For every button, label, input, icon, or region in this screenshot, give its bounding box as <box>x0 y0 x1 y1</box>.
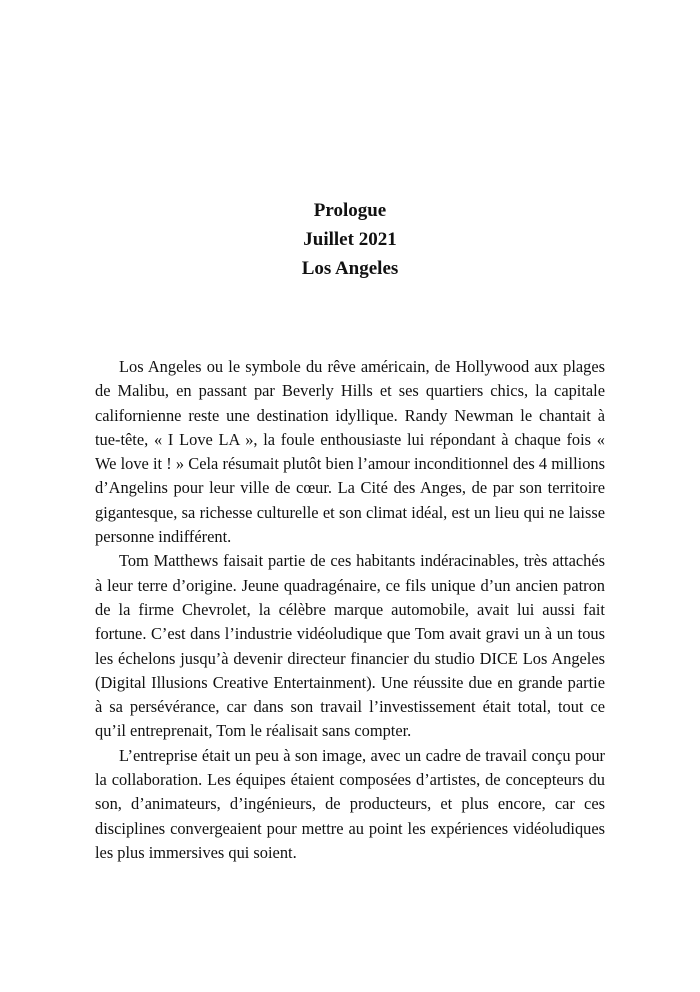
paragraph-2: Tom Matthews faisait partie de ces habitants indéracinables, très attachés à leur terre d’origine. Jeune quadragénaire, ce fils unique d’un ancien patron de la firme Chevrolet, la célèbre marque automobile, avait lui aussi fait fortune. C’est dans l’industrie vidéoludique que Tom avait gravi un à un tous les échelons jusqu’à devenir directeur financier du studio DICE Los Angeles (Digital Illusions Creative Entertainment). Une réussite due en grande partie à sa persévérance, car dans son travail l’investissement était total, tout ce qu’il entreprenait, Tom le réalisait sans compter. <box>95 551 605 741</box>
paragraph-1: Los Angeles ou le symbole du rêve américain, de Hollywood aux plages de Malibu, en passant par Beverly Hills et ses quartiers chics, la capitale californienne reste une destination idyllique. Randy Newman le chantait à tue-tête, « I Love LA », la foule enthousiaste lui répondant à chaque fois « We love it ! » Cela résumait plutôt bien l’amour inconditionnel des 4 millions d’Angelins pour leur ville de cœur. La Cité des Anges, de par son territoire gigantesque, sa richesse culturelle et son climat idéal, est un lieu qui ne laisse personne indifférent. <box>95 357 605 547</box>
chapter-heading <box>0 196 700 283</box>
paragraph-3: L’entreprise était un peu à son image, avec un cadre de travail conçu pour la collaboration. Les équipes étaient composées d’artistes, de concepteurs du son, d’animateurs, d’ingénieurs, de producteurs, et plus encore, car ces disciplines convergeaient pour mettre au point les expériences vidéoludiques les plus immersives qui soient. <box>95 745 605 862</box>
chapter-location: Los Angeles <box>301 258 399 279</box>
body-text <box>95 355 605 865</box>
chapter-title: Prologue <box>313 200 387 221</box>
chapter-date: Juillet 2021 <box>303 229 397 250</box>
